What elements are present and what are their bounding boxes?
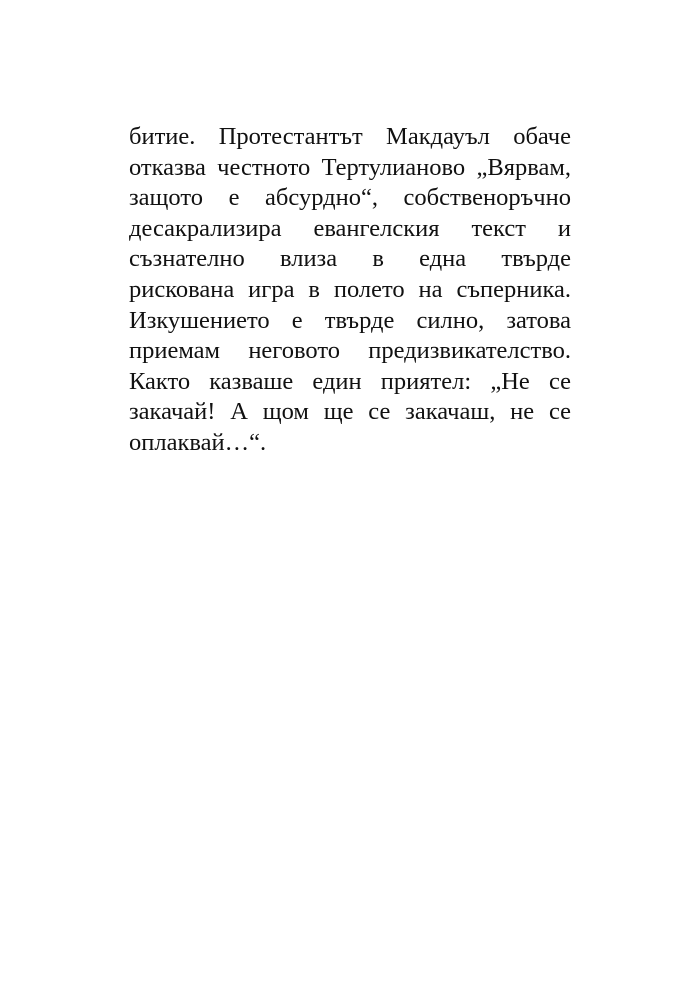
body-paragraph (129, 122, 571, 459)
paragraph-line-last: оплаквай…“. (129, 428, 267, 456)
paragraph-line: рискована игра в полето на съперника. (129, 275, 571, 303)
paragraph-line: битие. Протестантът Макдауъл обаче (129, 123, 571, 150)
paragraph-line: отказва честното Тертулианово „Вярвам, (129, 153, 571, 181)
paragraph-line: приемам неговото предизвикателство. (129, 337, 571, 365)
paragraph-line: десакрализира евангелския текст и (129, 214, 571, 242)
paragraph-line: защото е абсурдно“, собственоръчно (129, 184, 571, 212)
paragraph-line: Както казваше един приятел: „Не се (129, 367, 571, 395)
paragraph-line: Изкушението е твърде силно, затова (129, 306, 571, 334)
paragraph-line: закачай! А щом ще се закачаш, не се (129, 398, 571, 426)
paragraph-line: съзнателно влиза в една твърде (129, 245, 571, 273)
